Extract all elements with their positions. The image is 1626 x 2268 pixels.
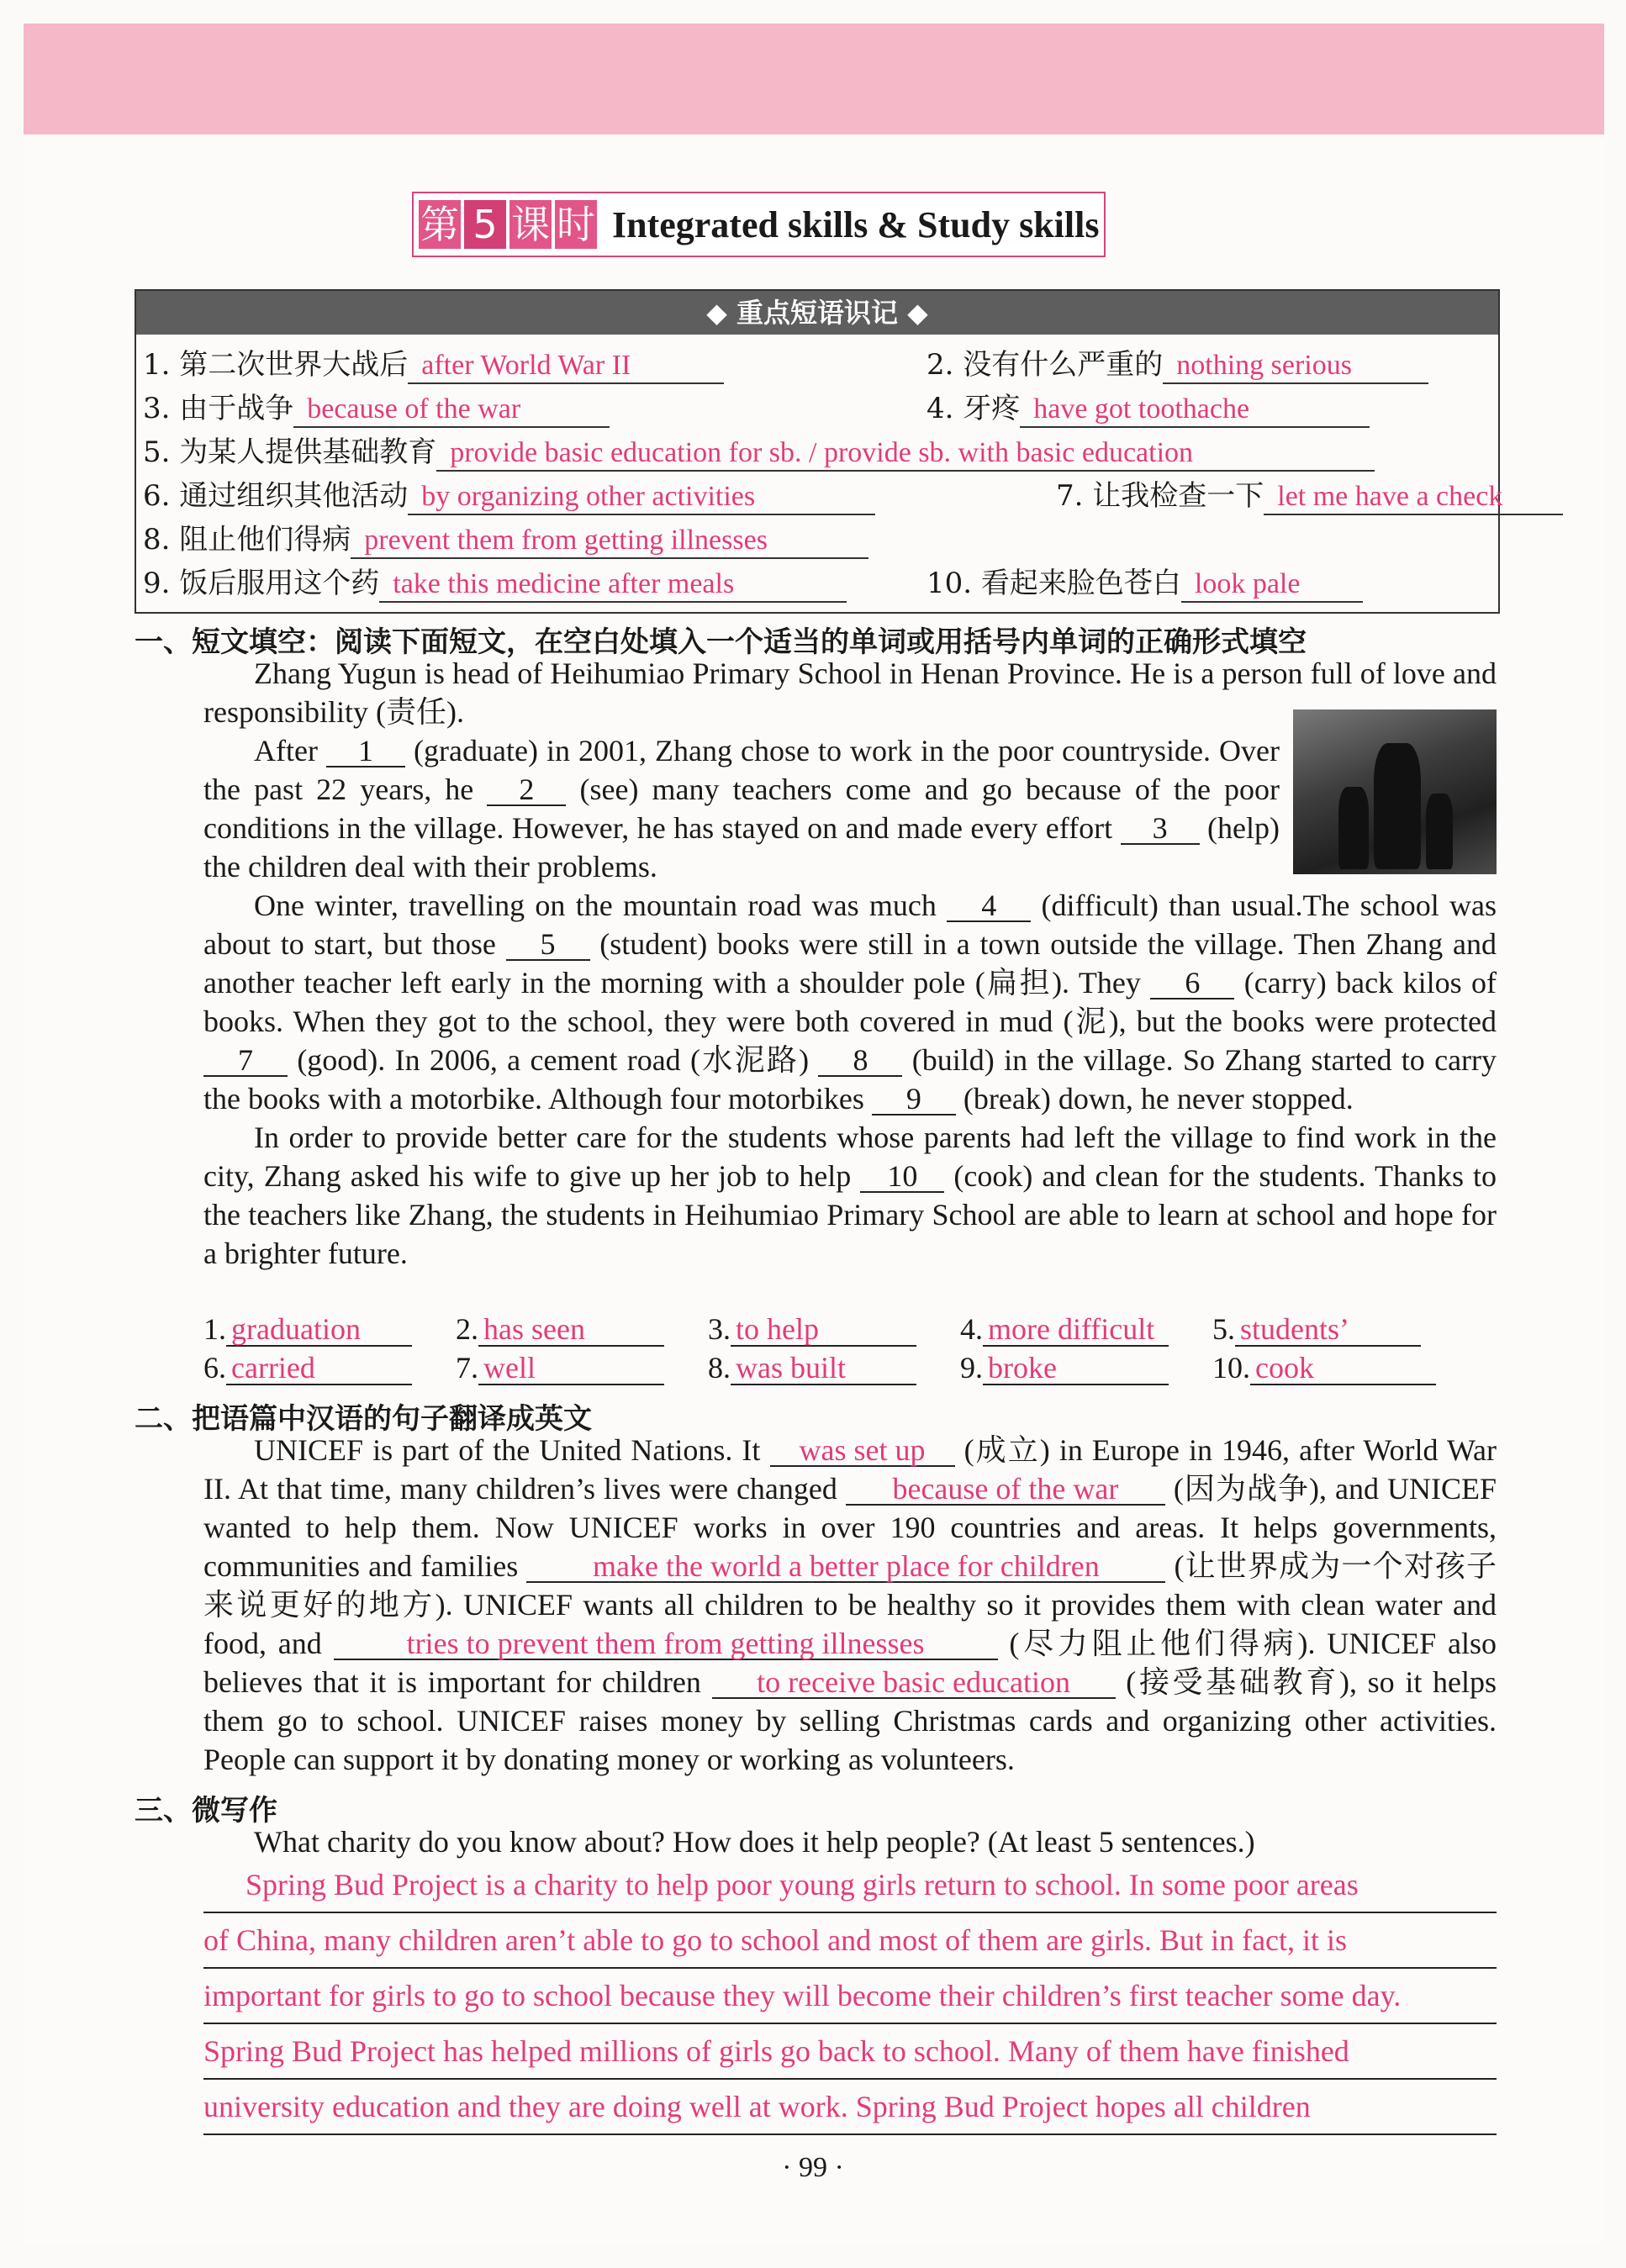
answer-item xyxy=(456,1350,708,1385)
answer-number: 6. xyxy=(203,1351,226,1385)
phrase-question: 8. 阻止他们得病 xyxy=(143,523,351,556)
lesson-char: 课 xyxy=(511,202,550,247)
blank-9: 9 xyxy=(872,1084,956,1116)
answer-number: 9. xyxy=(960,1351,983,1385)
text: (build) in the village. So Zhang started to carry the books with a motorbike. Although four motorbikes xyxy=(203,1043,1497,1116)
phrase-question: 7. 让我检查一下 xyxy=(1056,479,1264,513)
section-1-heading: 一、短文填空：阅读下面短文，在空白处填入一个适当的单词或用括号内单词的正确形式填空 xyxy=(135,625,1307,659)
page-number: · 99 · xyxy=(782,2152,844,2183)
text: (cook) and clean for the students. Thanks to the teachers like Zhang, the students in Heihumiao Primary School are able to learn at school and hope for a brighter future. xyxy=(203,1159,1497,1270)
blank-3: 3 xyxy=(1121,813,1200,845)
phrase-answer: prevent them from getting illnesses xyxy=(364,525,768,556)
answer-value: carried xyxy=(226,1352,412,1385)
translation-answer: make the world a better place for children xyxy=(526,1551,1165,1583)
blank-7: 7 xyxy=(203,1045,288,1077)
phrase-item xyxy=(143,385,610,428)
answer-item xyxy=(708,1350,960,1385)
translation-answer: because of the war xyxy=(846,1474,1165,1506)
answers-row xyxy=(203,1350,1465,1385)
passage-paragraph: Zhang Yugun is head of Heihumiao Primary School in Henan Province. He is a person full of love and responsibility (责任). xyxy=(203,657,1497,729)
answer-value: well xyxy=(478,1352,664,1385)
text: (help) the children deal with their problems. xyxy=(203,811,1280,883)
text: (尽力阻止他们得病). UNICEF also believes that it is important for children xyxy=(203,1627,1497,1699)
phrase-answer: nothing serious xyxy=(1176,350,1352,381)
phrase-answer: by organizing other activities xyxy=(421,481,756,512)
phrase-item xyxy=(143,560,847,603)
answer-value: to help xyxy=(731,1313,916,1347)
answer-value: cook xyxy=(1250,1352,1436,1385)
answer-item xyxy=(203,1350,456,1385)
answer-item xyxy=(203,1311,456,1347)
text: (see) many teachers come and go because of the poor conditions in the village. However, he has stayed on and made every effort xyxy=(203,773,1280,845)
phrase-answer: have got toothache xyxy=(1033,393,1250,425)
phrase-item xyxy=(927,560,1363,603)
top-banner xyxy=(24,24,1604,134)
page-title: Integrated skills & Study skills xyxy=(612,203,1100,245)
phrase-question: 2. 没有什么严重的 xyxy=(927,348,1164,382)
blank-6: 6 xyxy=(1150,968,1234,1000)
answer-value: was built xyxy=(731,1352,916,1385)
answer-number: 1. xyxy=(203,1312,226,1346)
passage-2 xyxy=(203,1431,1497,1779)
text: After xyxy=(254,734,318,767)
passage-paragraph xyxy=(203,886,1497,1118)
text: (good). In 2006, a cement road (水泥路) xyxy=(297,1043,810,1077)
phrase-item xyxy=(1056,472,1563,515)
blank-5: 5 xyxy=(506,929,590,961)
answer-number: 3. xyxy=(708,1312,731,1346)
answer-number: 8. xyxy=(708,1351,731,1385)
passage-paragraph xyxy=(203,1431,1497,1779)
key-phrases-box xyxy=(135,289,1503,614)
answer-item xyxy=(456,1311,708,1347)
phrase-answer: let me have a check xyxy=(1277,481,1503,512)
text: (break) down, he never stopped. xyxy=(963,1082,1354,1116)
blank-8: 8 xyxy=(818,1045,902,1077)
answer-number: 2. xyxy=(456,1312,478,1346)
phrase-item xyxy=(143,516,868,559)
phrase-question: 1. 第二次世界大战后 xyxy=(143,348,409,382)
section-2-heading: 二、把语篇中汉语的句子翻译成英文 xyxy=(135,1402,592,1436)
writing-line: important for girls to go to school because they will become their children’s first teacher some day. xyxy=(203,1970,1497,2024)
writing-line: Spring Bud Project has helped millions of girls go back to school. Many of them have finished xyxy=(203,2026,1497,2080)
writing-line: university education and they are doing well at work. Spring Bud Project hopes all children xyxy=(203,2081,1497,2135)
phrase-question: 6. 通过组织其他活动 xyxy=(143,479,409,513)
blank-1: 1 xyxy=(326,736,405,767)
text: (成立) in Europe in 1946, after World War II. At that time, many children’s lives were changed xyxy=(203,1433,1497,1506)
phrase-question: 5. 为某人提供基础教育 xyxy=(143,435,437,469)
phrase-answer: take this medicine after meals xyxy=(393,568,735,599)
writing-line: Spring Bud Project is a charity to help poor young girls return to school. In some poor areas xyxy=(203,1859,1497,1913)
answer-value: graduation xyxy=(226,1313,412,1347)
answer-item xyxy=(1212,1311,1465,1347)
section-3-heading: 三、微写作 xyxy=(135,1794,277,1828)
text: UNICEF is part of the United Nations. It xyxy=(254,1433,761,1467)
phrase-item xyxy=(143,429,1375,472)
lesson-title xyxy=(412,192,1106,257)
answer-item xyxy=(1212,1350,1465,1385)
passage-paragraph xyxy=(203,1118,1497,1273)
lesson-number: 5 xyxy=(464,200,506,249)
phrase-answer: look pale xyxy=(1194,568,1301,599)
writing-line: of China, many children aren’t able to go to school and most of them are girls. But in fact, it is xyxy=(203,1915,1497,1969)
answer-item xyxy=(960,1350,1212,1385)
phrase-question: 10. 看起来脸色苍白 xyxy=(927,567,1181,600)
answer-item xyxy=(960,1311,1212,1347)
text: (因为战争), and UNICEF wanted to help them. Now UNICEF works in over 190 countries and areas. It helps governments, communities and families xyxy=(203,1472,1497,1583)
phrase-answer: because of the war xyxy=(307,393,521,425)
blank-4: 4 xyxy=(947,890,1031,922)
text: (graduate) in 2001, Zhang chose to work in the poor countryside. Over the past 22 years, he xyxy=(203,734,1280,806)
phrase-answer: provide basic education for sb. / provide sb. with basic education xyxy=(450,437,1194,468)
answer-number: 5. xyxy=(1212,1312,1235,1346)
answer-value: has seen xyxy=(478,1313,664,1347)
answer-number: 7. xyxy=(456,1351,478,1385)
phrase-answer: after World War II xyxy=(421,350,631,381)
answer-item xyxy=(708,1311,960,1347)
text: One winter, travelling on the mountain road was much xyxy=(254,889,937,922)
phrase-item xyxy=(143,472,875,515)
blank-10: 10 xyxy=(860,1161,944,1193)
answer-value: broke xyxy=(983,1352,1169,1385)
translation-answer: to receive basic education xyxy=(712,1667,1116,1699)
passage-paragraph xyxy=(203,731,1280,886)
answer-value: more difficult xyxy=(983,1313,1169,1347)
translation-answer: tries to prevent them from getting illnesses xyxy=(334,1628,998,1660)
key-phrases-heading: ◆ 重点短语识记 ◆ xyxy=(136,291,1498,335)
answer-number: 10. xyxy=(1212,1351,1250,1385)
photo-teacher-children xyxy=(1293,709,1497,874)
phrase-question: 4. 牙疼 xyxy=(927,392,1021,425)
phrase-question: 3. 由于战争 xyxy=(143,392,294,425)
text: (difficult) than usual.The school was about to start, but those xyxy=(203,889,1497,961)
answer-number: 4. xyxy=(960,1312,983,1346)
answer-value: students’ xyxy=(1235,1313,1421,1347)
text: (carry) back kilos of books. When they got to the school, they were both covered in mud (泥), but the books were protected xyxy=(203,966,1497,1038)
phrase-item xyxy=(143,341,724,384)
text: In order to provide better care for the students whose parents had left the village to find work in the city, Zhang asked his wife to give up her job to help xyxy=(203,1121,1497,1193)
text: (让世界成为一个对孩子来说更好的地方). UNICEF wants all children to be healthy so it provides them with clean water and food, and xyxy=(203,1549,1497,1660)
phrase-question: 9. 饭后服用这个药 xyxy=(143,567,380,600)
phrase-item xyxy=(927,385,1370,428)
text: (接受基础教育), so it helps them go to school. UNICEF raises money by selling Christmas cards and organizing other activities. People can support it by donating money or working as volunteers. xyxy=(203,1665,1497,1776)
phrase-item xyxy=(927,341,1428,384)
lesson-char: 时 xyxy=(557,202,595,247)
writing-prompt: What charity do you know about? How does it help people? (At least 5 sentences.) xyxy=(254,1825,1255,1859)
text: (student) books were still in a town outside the village. Then Zhang and another teacher left early in the morning with a shoulder pole (扁担). They xyxy=(203,927,1497,1000)
lesson-char: 第 xyxy=(420,202,459,247)
translation-answer: was set up xyxy=(770,1435,955,1467)
blank-2: 2 xyxy=(487,774,566,806)
answers-row xyxy=(203,1311,1465,1347)
